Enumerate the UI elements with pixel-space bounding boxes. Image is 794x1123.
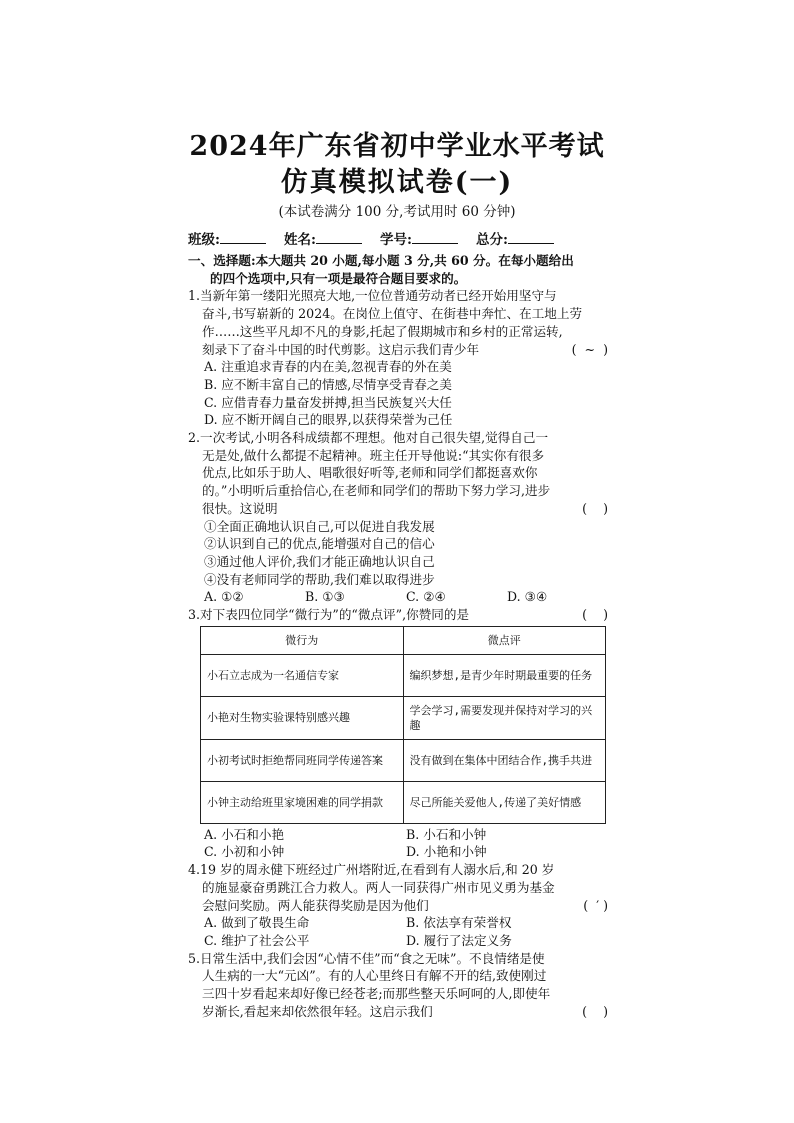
table-cell: 编织梦想,是青少年时期最重要的任务	[403, 654, 606, 696]
answer-paren: ( ′ )	[583, 897, 608, 913]
option: B. 小石和小钟	[406, 826, 487, 842]
option: A. 注重追求青春的内在美,忽视青春的外在美	[204, 359, 452, 375]
total-score-field: 总分:	[476, 228, 554, 248]
option: C. 小初和小钟	[204, 844, 285, 860]
answer-paren: ( )	[582, 500, 608, 516]
behavior-comment-table	[200, 626, 606, 824]
student-id-field: 学号:	[380, 228, 458, 248]
table-header: 微行为	[201, 626, 404, 654]
question-5: 5.日常生活中,我们会因“心情不佳”而“食之无味”。不良情绪是使 人生病的一大“元凶”。有的人心里终日有解不开的结,致使刚过 三四十岁看起来却好像已经苍老;而那些整天乐呵呵的人,即使年 岁渐长,看起来却依然很年轻。这启示我们 ( )	[188, 950, 608, 1019]
table-cell: 尽己所能关爱他人,传递了美好情感	[403, 781, 606, 823]
exam-title: 2024年广东省初中学业水平考试	[189, 131, 605, 162]
statement: ①全面正确地认识自己,可以促进自我发展	[204, 518, 435, 534]
exam-content	[188, 252, 608, 1021]
answer-paren: ( ~ )	[571, 341, 608, 357]
option: B. ①③	[305, 589, 345, 605]
option: D. 履行了法定义务	[406, 932, 512, 948]
table-cell: 没有做到在集体中团结合作,携手共进	[403, 739, 606, 781]
table-cell: 小钟主动给班里家境困难的同学捐款	[201, 781, 404, 823]
option: A. ①②	[204, 589, 244, 605]
class-field: 班级:	[188, 228, 266, 248]
options-row	[188, 932, 608, 950]
question-1: 1.当新年第一缕阳光照亮大地,一位位普通劳动者已经开始用坚守与 奋斗,书写崭新的 2024。在岗位上值守、在街巷中奔忙、在工地上劳 作……这些平凡却不凡的身影,托起了假期城市和乡村的正常运转, 刻录下了奋斗中国的时代剪影。这启示我们青少年 ( ~ ) A. 注重追求青春的内在美,忽视青春的外在美 B. 应不断丰富自己的情感,尽情享受青春之美 C. 应借青春力量奋发拼搏,担当民族复兴大任 D. 应不断开阔自己的眼界,以获得荣誉为己任	[188, 288, 608, 428]
option: D. 应不断开阔自己的眼界,以获得荣誉为己任	[204, 412, 453, 428]
option: D. ③④	[507, 589, 548, 605]
statement: ③通过他人评价,我们才能正确地认识自己	[204, 553, 435, 569]
answer-paren: ( )	[582, 1003, 608, 1019]
statement: ④没有老师同学的帮助,我们难以取得进步	[204, 571, 435, 587]
table-header-row	[201, 626, 606, 654]
table-row	[201, 696, 606, 739]
option: C. 维护了社会公平	[204, 932, 310, 948]
answer-paren: ( )	[582, 607, 608, 623]
options-row	[188, 914, 608, 932]
table-cell: 学会学习,需要发现并保持对学习的兴趣	[403, 696, 606, 739]
question-3: 3.对下表四位同学“微行为”的“微点评”,你赞同的是 ( ) 微行为 微点评 小石立志成为一名通信专家 编织梦想,是青少年时期最重要的任务 小艳对生物实验课特别感兴趣 学会学习,需要发现并保持对学习的兴趣 小初考试时拒绝帮同班同学传递答案 没有做到在集体中团结合作,携手共进 小钟主动给班里家境困难的同学捐款 尽己所能关爱他人,传递了美好情感 A. 小石和小艳 B. 小石和小钟 C. 小初和小钟 D. 小艳和小钟	[188, 607, 608, 860]
option: C. 应借青春力量奋发拼搏,担当民族复兴大任	[204, 394, 452, 410]
exam-subtitle: 仿真模拟试卷(一)	[280, 167, 514, 198]
question-2: 2.一次考试,小明各科成绩都不理想。他对自己很失望,觉得自己一 无是处,做什么都提不起精神。班主任开导他说:“其实你有很多 优点,比如乐于助人、唱歌很好听等,老师和同学们都挺喜欢你 的。”小明听后重拾信心,在老师和同学们的帮助下努力学习,进步 很快。这说明 ( ) ①全面正确地认识自己,可以促进自我发展 ②认识到自己的优点,能增强对自己的信心 ③通过他人评价,我们才能正确地认识自己 ④没有老师同学的帮助,我们难以取得进步 A. ①② B. ①③ C. ②④ D. ③④	[188, 430, 608, 605]
statement: ②认识到自己的优点,能增强对自己的信心	[204, 536, 435, 552]
section-heading: 一、选择题:本大题共 20 小题,每小题 3 分,共 60 分。在每小题给出 的四个选项中,只有一项是最符合题目要求的。	[188, 253, 574, 286]
option: B. 依法享有荣誉权	[406, 915, 512, 931]
option: B. 应不断丰富自己的情感,尽情享受青春之美	[204, 376, 452, 392]
options-row	[188, 826, 608, 844]
table-row	[201, 781, 606, 823]
question-4: 4.19 岁的周永健下班经过广州塔附近,在看到有人溺水后,和 20 岁 的施显豪奋勇跳江合力救人。两人一同获得广州市见义勇为基金 会慰问奖励。两人能获得奖励是因为他们 ( ′ ) A. 做到了敬畏生命 B. 依法享有荣誉权 C. 维护了社会公平 D. 履行了法定义务	[188, 862, 608, 948]
option: C. ②④	[406, 589, 446, 605]
student-info-row	[188, 228, 608, 248]
table-cell: 小石立志成为一名通信专家	[201, 654, 404, 696]
table-cell: 小艳对生物实验课特别感兴趣	[201, 696, 404, 739]
table-cell: 小初考试时拒绝帮同班同学传递答案	[201, 739, 404, 781]
option: D. 小艳和小钟	[406, 844, 487, 860]
option: A. 小石和小艳	[204, 826, 285, 842]
options-row	[188, 588, 608, 606]
options-row	[188, 843, 608, 861]
table-row	[201, 654, 606, 696]
exam-note: (本试卷满分 100 分,考试用时 60 分钟)	[278, 204, 516, 220]
table-row	[201, 739, 606, 781]
option: A. 做到了敬畏生命	[204, 915, 310, 931]
name-field: 姓名:	[284, 228, 362, 248]
table-header: 微点评	[403, 626, 606, 654]
